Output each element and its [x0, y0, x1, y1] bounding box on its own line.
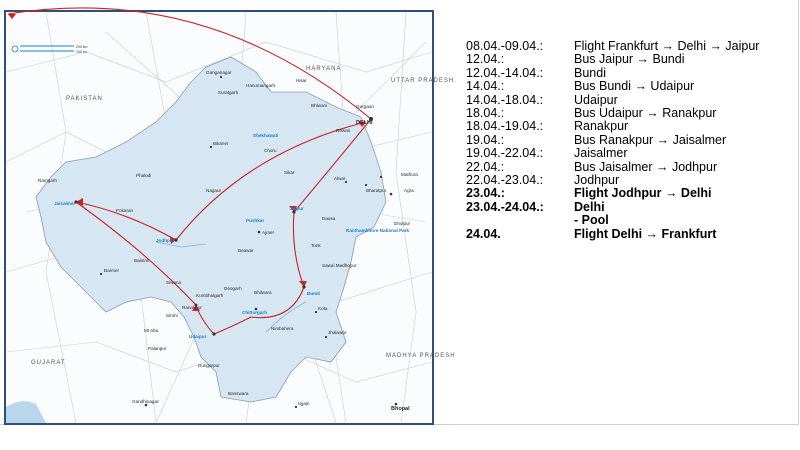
itinerary-activity: Delhi [574, 199, 605, 214]
scale-label-mi: 100 mi [76, 50, 87, 54]
label-ranthambhore: Ranthambhore National Park [346, 228, 410, 233]
itinerary-activity: Bus Jaisalmer → Jodhpur [574, 159, 718, 174]
rajasthan-region [36, 57, 386, 402]
itinerary-activity: Bus Udaipur → Ranakpur [574, 106, 717, 121]
label-delhi: DELHI [356, 120, 373, 126]
label-balotra: Balotra [134, 258, 149, 263]
itinerary-row [466, 161, 796, 174]
itinerary-date: 22.04.: [466, 159, 505, 174]
label-sawai-madhopur: Sawai Madhopur [322, 263, 357, 268]
label-pushkar: Pushkar [246, 218, 265, 223]
label-nagaur: Nagaur [206, 188, 222, 193]
itinerary-date: 08.04.-09.04.: [466, 39, 544, 53]
scale-label-km: 200 km [76, 45, 88, 49]
itinerary-row [466, 201, 796, 214]
label-bhiwani: Bhiwani [311, 103, 328, 108]
itinerary-date: 23.04.: [466, 186, 505, 201]
scale-bar [12, 45, 88, 54]
itinerary-row [466, 67, 796, 80]
label-bundi: Bundi [307, 291, 321, 296]
rajasthan-map[interactable] [4, 10, 456, 425]
label-agra: Agra [404, 188, 414, 193]
label-pokaran: Pokaran [116, 208, 134, 213]
label-hanumangarh: Hanumangarh [246, 83, 276, 88]
label-sirohi: Sirohi [166, 313, 178, 318]
itinerary-row [466, 228, 796, 241]
label-bhilwara: Bhilwara [254, 290, 272, 295]
label-palanpur: Palanpur [148, 346, 167, 351]
label-dungarpur: Dungarpur [198, 363, 220, 368]
itinerary-date: 22.04.-23.04.: [466, 173, 544, 188]
label-rewari: Rewari [336, 128, 351, 133]
label-kumbhalgarh: Kumbhalgarh [196, 293, 224, 298]
label-uttar-pradesh: UTTAR PRADESH [391, 78, 455, 84]
label-ramgarh: Ramgarh [38, 178, 57, 183]
itinerary-date: 12.04.: [466, 52, 505, 67]
itinerary-activity: Jodhpur [574, 173, 620, 188]
label-bikaner: Bikaner [213, 141, 229, 146]
itinerary-row [466, 147, 796, 160]
itinerary-row [466, 214, 796, 227]
label-chittorgarh: Chittorgarh [242, 310, 268, 315]
label-barmer: Barmer [104, 268, 120, 273]
itinerary-row [466, 187, 796, 200]
label-banswara: Banswara [228, 391, 249, 396]
itinerary-row [466, 80, 796, 93]
itinerary-row [466, 94, 796, 107]
label-ujjain: Ujjain [298, 401, 310, 406]
label-gujarat: GUJARAT [31, 360, 66, 366]
label-gurgaon: Gurgaon [356, 104, 374, 109]
label-hisar: Hisar [296, 78, 307, 83]
itinerary-activity: Bus Jaipur → Bundi [574, 52, 685, 67]
label-churu: Churu [264, 148, 277, 153]
itinerary-date: 19.04.: [466, 132, 505, 147]
itinerary-activity: Bundi [574, 65, 606, 80]
label-suratgarh: Suratgarh [218, 90, 239, 95]
itinerary-row [466, 134, 796, 147]
itinerary-date: 19.04.-22.04.: [466, 146, 544, 161]
itinerary-date: 14.04.: [466, 79, 505, 94]
label-mathura: Mathura [401, 172, 418, 177]
itinerary-row [466, 53, 796, 66]
label-udaipur: Udaipur [189, 334, 207, 339]
label-shekhawati: Shekhawati [253, 133, 279, 138]
itinerary-date: 18.04.: [466, 106, 505, 121]
itinerary-row [466, 40, 796, 53]
label-jaipur: Jaipur [290, 206, 304, 211]
itinerary-date [466, 214, 574, 227]
label-dholpur: Dholpur [394, 221, 411, 226]
label-pakistan: PAKISTAN [66, 96, 103, 102]
label-bharatpur: Bharatpur [366, 188, 387, 193]
itinerary-activity: Flight Jodhpur → Delhi [574, 186, 712, 201]
itinerary-row [466, 120, 796, 133]
label-ranakpur: Ranakpur [182, 305, 202, 310]
label-bhopal: Bhopal [391, 406, 410, 412]
itinerary-date: 14.04.-18.04.: [466, 92, 544, 107]
itinerary-activity: Ranakpur [574, 119, 629, 134]
label-phalodi: Phalodi [136, 173, 152, 178]
itinerary-activity: Udaipur [574, 92, 618, 107]
label-dausa: Dausa [322, 216, 336, 221]
gulf-water [6, 401, 46, 423]
itinerary-activity: Bus Bundi → Udaipur [574, 79, 695, 94]
label-siwana: Siwana [166, 280, 182, 285]
label-alwar: Alwar [334, 176, 346, 181]
itinerary-row [466, 107, 796, 120]
label-ganganagar: Ganganagar [206, 70, 232, 75]
itinerary-activity: - Pool [574, 213, 609, 228]
itinerary-activity: Bus Ranakpur → Jaisalmer [574, 132, 727, 147]
label-haryana: HARYANA [306, 66, 342, 72]
label-beawar: Beawar [238, 248, 254, 253]
label-gandhinagar: Gandhinagar [132, 399, 159, 404]
itinerary-date: 23.04.-24.04.: [466, 199, 544, 214]
label-jodhpur: Jodhpur [156, 238, 175, 243]
label-sikar: Sikar [284, 170, 295, 175]
label-jaisalmer: Jaisalmer [54, 201, 76, 206]
itinerary-activity: Jaisalmer [574, 146, 628, 161]
label-kota: Kota [318, 306, 328, 311]
itinerary-list [466, 40, 796, 241]
itinerary-row [466, 174, 796, 187]
map-canvas [6, 12, 456, 423]
label-nimbahera: Nimbahera [271, 326, 294, 331]
itinerary-date: 18.04.-19.04.: [466, 119, 544, 134]
label-madhya-pradesh: MADHYA PRADESH [386, 353, 456, 359]
label-deogarh: Deogarh [224, 286, 242, 291]
itinerary-activity: Flight Frankfurt → Delhi → Jaipur [574, 39, 760, 53]
label-mount-abu: Mt Abu [144, 328, 159, 333]
label-jhalawar: Jhalawar [328, 330, 347, 335]
itinerary-date: 24.04. [466, 226, 501, 241]
label-tonk: Tonk [311, 243, 321, 248]
label-ajmer: Ajmer [262, 230, 274, 235]
itinerary-activity: Flight Delhi → Frankfurt [574, 226, 717, 241]
itinerary-date: 12.04.-14.04.: [466, 65, 544, 80]
